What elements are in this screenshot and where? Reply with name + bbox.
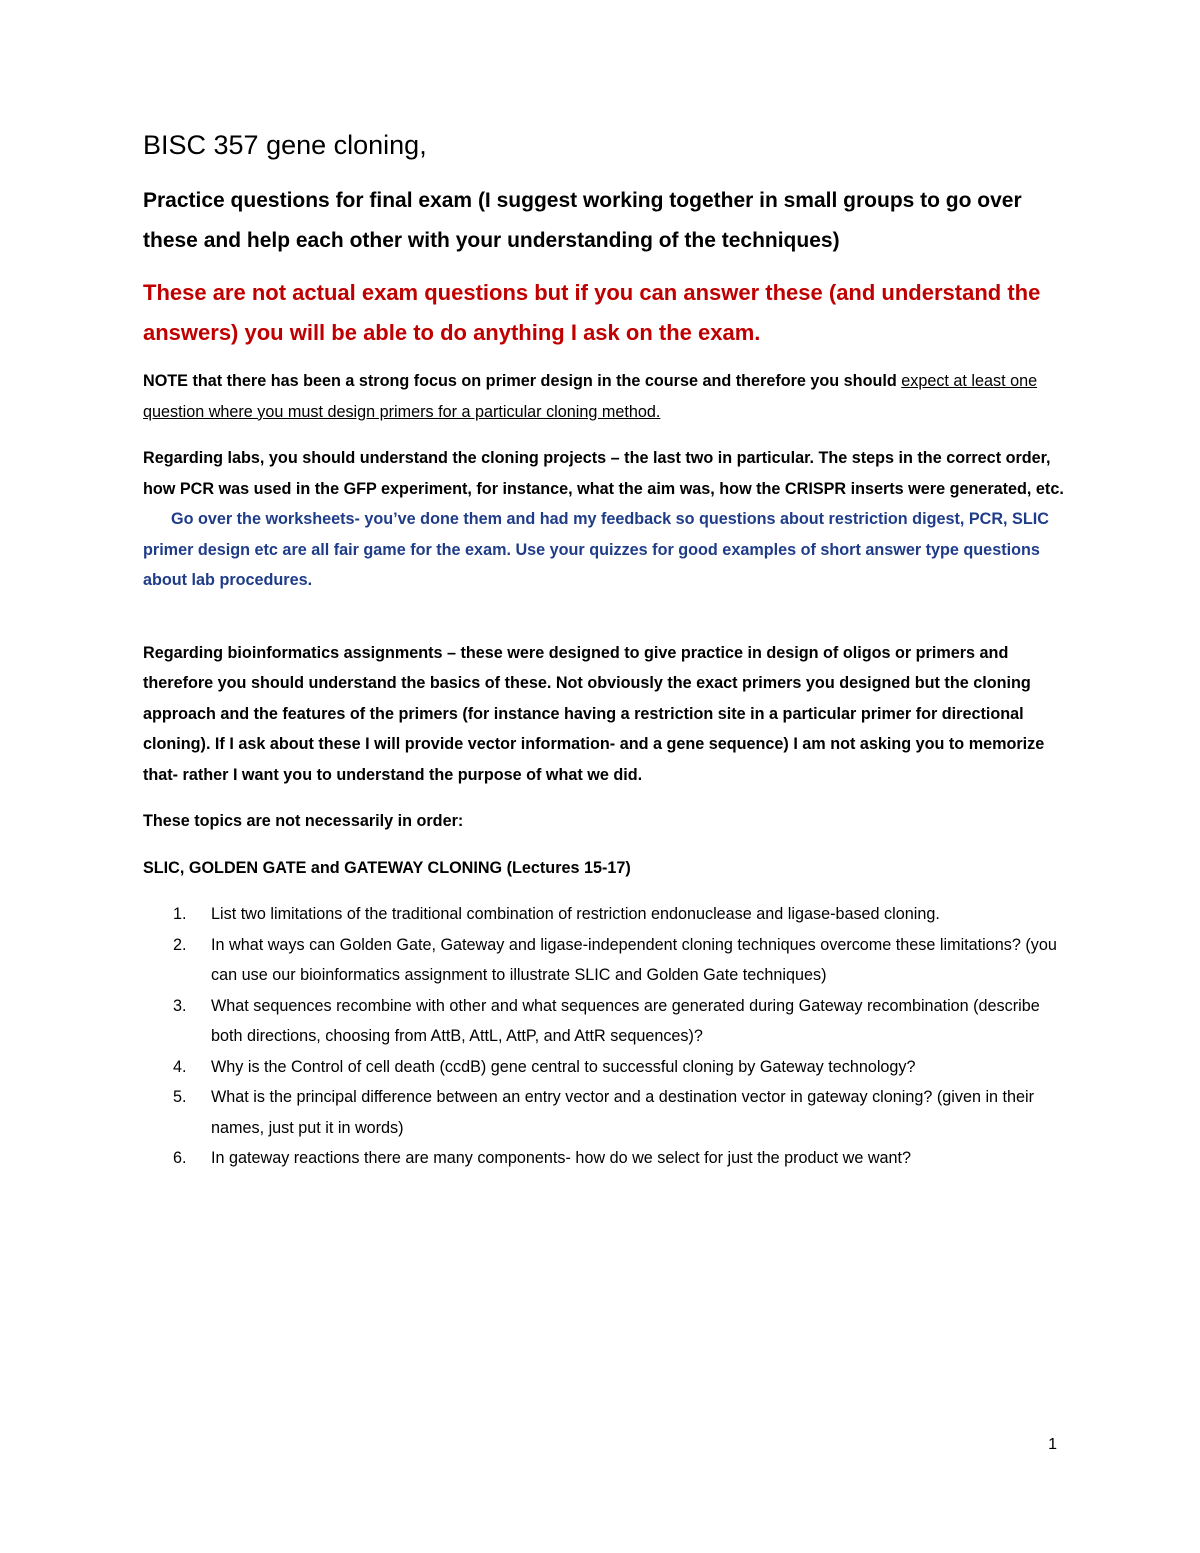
question-number: 5.	[173, 1088, 187, 1107]
question-number: 4.	[173, 1057, 187, 1076]
document-title: BISC 357 gene cloning,	[143, 130, 427, 160]
question-item	[143, 1052, 1073, 1083]
question-text: Why is the Control of cell death (ccdB) gene central to successful cloning by Gateway technology?	[211, 1057, 916, 1076]
question-number: 3.	[173, 996, 187, 1015]
question-number: 1.	[173, 905, 187, 924]
document-content	[143, 128, 1073, 1174]
exam-warning: These are not actual exam questions but if you can answer these (and understand the answers) you will be able to do anything I ask on the exam.	[143, 280, 1041, 346]
note-underlined-text: expect at least one question where you must design primers for a particular cloning method.	[143, 372, 1038, 421]
question-text: What is the principal difference between an entry vector and a destination vector in gateway cloning? (given in their names, just put it in words)	[211, 1088, 1035, 1137]
question-item	[143, 899, 1073, 930]
question-text: In what ways can Golden Gate, Gateway and ligase-independent cloning techniques overcome these limitations? (you can use our bioinformatics assignment to illustrate SLIC and Golden Gate techniques)	[211, 935, 1057, 985]
topics-note: These topics are not necessarily in order:	[143, 812, 464, 831]
question-text: In gateway reactions there are many components- how do we select for just the product we want?	[211, 1149, 912, 1168]
bioinformatics-paragraph: Regarding bioinformatics assignments – these were designed to give practice in design of oligos or primers and therefore you should understand the basics of these. Not obviously the exact primers you designed but the cloning approach and the features of the primers (for instance having a restriction site in a particular primer for directional cloning). If I ask about these I will provide vector information- and a gene sequence) I am not asking you to memorize that- rather I want you to understand the purpose of what we did.	[143, 643, 1045, 784]
question-item	[143, 991, 1073, 1052]
question-item	[143, 1143, 1073, 1174]
page-number: 1	[1048, 1436, 1057, 1453]
question-item	[143, 1082, 1073, 1143]
section-heading: SLIC, GOLDEN GATE and GATEWAY CLONING (Lectures 15-17)	[143, 858, 631, 877]
primer-design-note	[143, 366, 1073, 427]
question-text: What sequences recombine with other and what sequences are generated during Gateway recombination (describe both directions, choosing from AttB, AttL, AttP, and AttR sequences)?	[211, 996, 1040, 1046]
question-text: List two limitations of the traditional combination of restriction endonuclease and ligase-based cloning.	[211, 905, 940, 924]
question-item	[143, 930, 1073, 991]
note-bold-text: NOTE that there has been a strong focus on primer design in the course and therefore you should	[143, 372, 897, 391]
labs-paragraph	[143, 443, 1073, 596]
question-number: 2.	[173, 935, 187, 954]
worksheets-text: Go over the worksheets- you’ve done them and had my feedback so questions about restriction digest, PCR, SLIC primer design etc are all fair game for the exam. Use your quizzes for good examples of short answer type questions about lab procedures.	[143, 510, 1049, 590]
question-number: 6.	[173, 1149, 187, 1168]
paragraph-spacer	[143, 612, 1073, 638]
document-subtitle: Practice questions for final exam (I suggest working together in small groups to go over these and help each other with your understanding of the techniques)	[143, 189, 1022, 253]
question-list	[143, 899, 1073, 1174]
labs-text: Regarding labs, you should understand the cloning projects – the last two in particular. The steps in the correct order, how PCR was used in the GFP experiment, for instance, what the aim was, how the CRISPR inserts were generated, etc.	[143, 449, 1064, 498]
